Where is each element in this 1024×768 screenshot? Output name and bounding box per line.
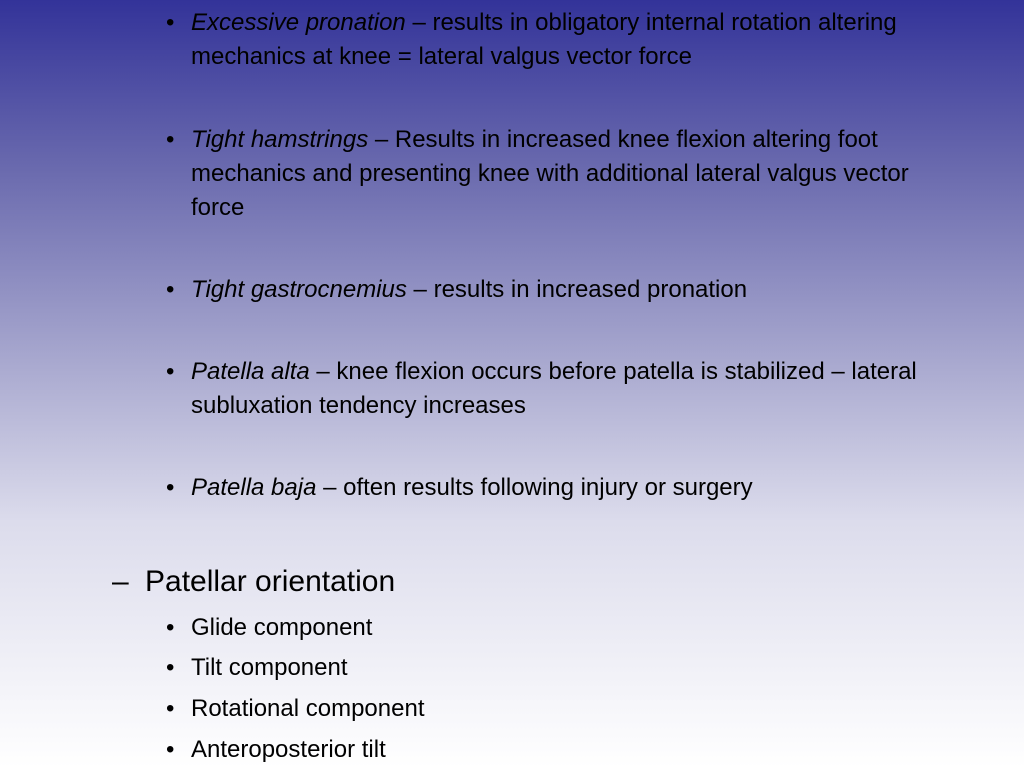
- bullet-icon: •: [166, 695, 175, 722]
- factor-description: – Results in increased knee flexion altering foot mechanics and presenting knee with additional lateral valgus vector force: [191, 126, 909, 221]
- factor-text: [191, 273, 966, 307]
- factor-excessive-pronation: [166, 6, 966, 74]
- factor-term: Patella alta: [191, 358, 310, 385]
- factor-term: Excessive pronation: [191, 9, 406, 36]
- factor-tight-gastrocnemius: [166, 273, 966, 307]
- orientation-item-anteroposterior: [166, 733, 966, 767]
- bullet-icon: •: [166, 9, 175, 36]
- orientation-item-rotational: [166, 692, 966, 726]
- factor-text: [191, 355, 966, 423]
- factor-patella-alta: [166, 355, 966, 423]
- factor-tight-hamstrings: [166, 123, 966, 225]
- bullet-icon: •: [166, 736, 175, 763]
- patellar-orientation-heading: [112, 564, 395, 600]
- factor-description: – results in obligatory internal rotation altering mechanics at knee = lateral valgus vector force: [191, 9, 897, 70]
- bullet-icon: •: [166, 126, 175, 153]
- orientation-item-text: Anteroposterior tilt: [191, 736, 386, 763]
- bullet-icon: •: [166, 474, 175, 501]
- orientation-item-text: Tilt component: [191, 654, 348, 681]
- bullet-icon: •: [166, 358, 175, 385]
- factor-patella-baja: [166, 471, 966, 505]
- bullet-icon: •: [166, 654, 175, 681]
- orientation-item-glide: [166, 611, 966, 645]
- factor-text: [191, 6, 966, 74]
- bullet-icon: •: [166, 276, 175, 303]
- factor-text: [191, 471, 966, 505]
- orientation-item-text: Glide component: [191, 614, 373, 641]
- bullet-icon: •: [166, 614, 175, 641]
- factor-description: – results in increased pronation: [406, 276, 748, 303]
- factor-description: – often results following injury or surgery: [316, 474, 753, 501]
- orientation-item-tilt: [166, 651, 966, 685]
- factor-term: Tight hamstrings: [191, 126, 369, 153]
- factor-term: Tight gastrocnemius: [191, 276, 407, 303]
- factor-text: [191, 123, 966, 225]
- factor-term: Patella baja: [191, 474, 317, 501]
- heading-text: Patellar orientation: [145, 565, 396, 598]
- factor-description: – knee flexion occurs before patella is stabilized – lateral subluxation tendency increases: [191, 358, 917, 419]
- dash-icon: –: [112, 565, 129, 598]
- orientation-item-text: Rotational component: [191, 695, 425, 722]
